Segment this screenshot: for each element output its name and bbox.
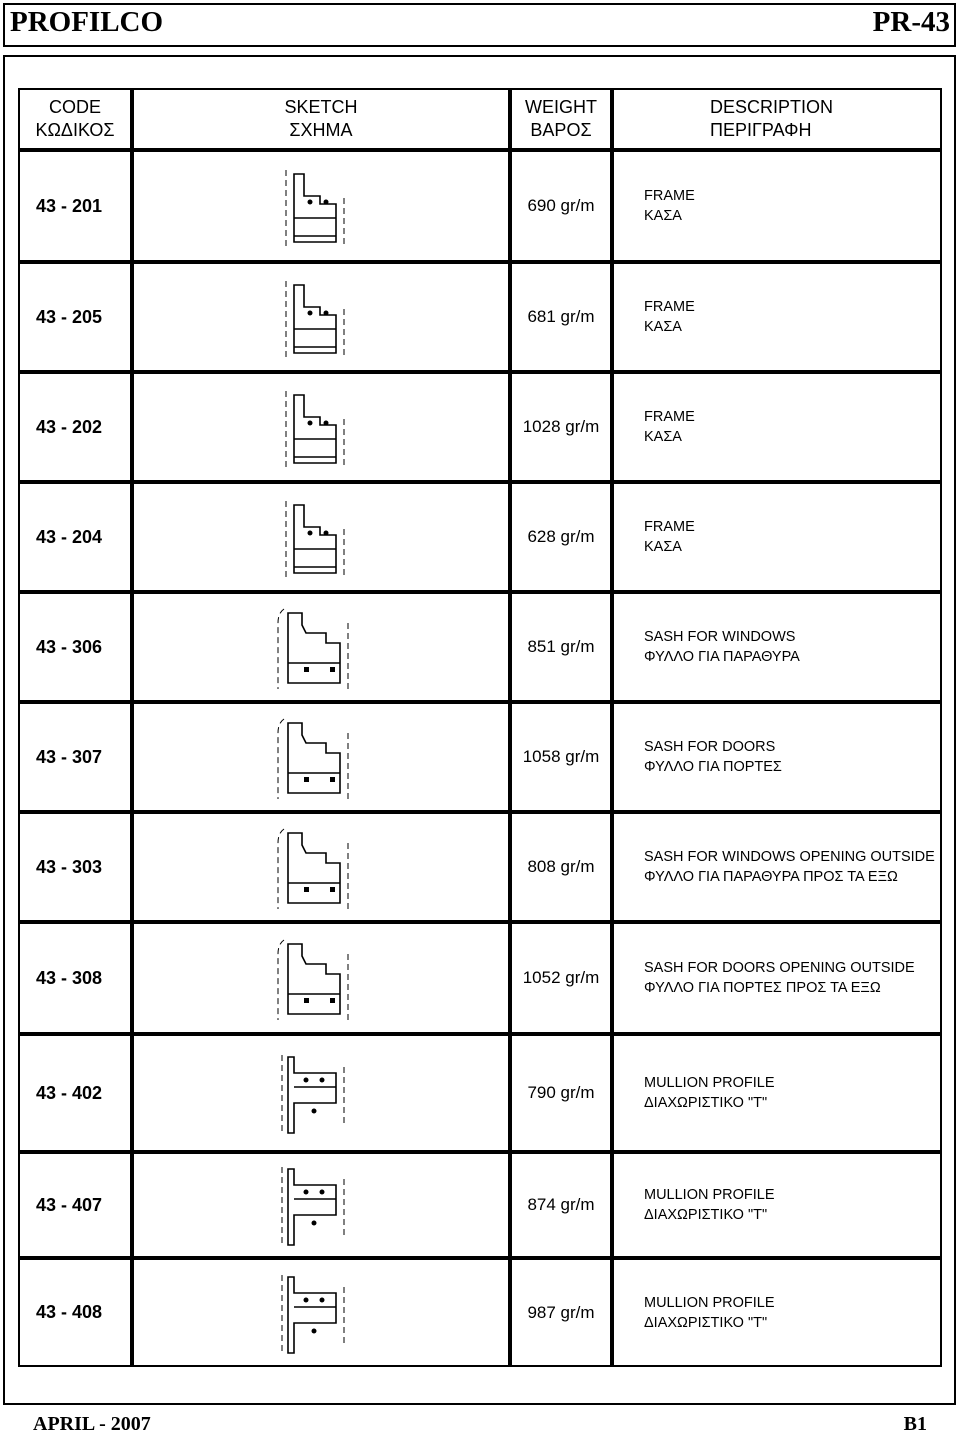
mullion-profile-icon <box>264 1049 394 1141</box>
sash-profile-icon <box>264 823 394 915</box>
description-en: SASH FOR DOORS <box>644 739 776 755</box>
description-cell <box>612 150 942 262</box>
frame-profile-icon <box>264 383 394 475</box>
weight-value: 628 gr/m <box>510 482 612 592</box>
product-code: 43 - 407 <box>18 1152 132 1258</box>
description-en: MULLION PROFILE <box>644 1075 775 1091</box>
product-code: 43 - 204 <box>18 482 132 592</box>
frame-profile-icon <box>264 162 394 254</box>
description-cell <box>612 702 942 812</box>
column-header-description <box>612 88 942 150</box>
weight-value: 987 gr/m <box>510 1258 612 1367</box>
column-header-en: CODE <box>48 97 101 117</box>
weight-value: 690 gr/m <box>510 150 612 262</box>
weight-value: 790 gr/m <box>510 1034 612 1152</box>
sash-profile-icon <box>264 603 394 695</box>
sketch-cell <box>132 922 510 1034</box>
description-cell <box>612 812 942 922</box>
product-code: 43 - 308 <box>18 922 132 1034</box>
column-header-code <box>18 88 132 150</box>
sketch-cell <box>132 372 510 482</box>
weight-value: 1028 gr/m <box>510 372 612 482</box>
product-code: 43 - 307 <box>18 702 132 812</box>
description-gr: ΦΥΛΛΟ ΓΙΑ ΠΟΡΤΕΣ ΠΡΟΣ ΤΑ ΕΞΩ <box>644 980 881 996</box>
footer-date: APRIL - 2007 <box>33 1413 151 1435</box>
sash-profile-icon <box>264 713 394 805</box>
column-header-gr: ΚΩΔΙΚΟΣ <box>35 120 115 140</box>
sash-profile-icon <box>264 934 394 1026</box>
description-gr: ΔΙΑΧΩΡΙΣΤΙΚΟ "Τ" <box>644 1207 768 1223</box>
product-code: 43 - 202 <box>18 372 132 482</box>
description-en: FRAME <box>644 188 695 204</box>
description-gr: ΚΑΣΑ <box>644 208 682 224</box>
column-header-gr: ΣΧΗΜΑ <box>289 120 353 140</box>
frame-profile-icon <box>264 273 394 365</box>
sketch-cell <box>132 812 510 922</box>
mullion-profile-icon <box>264 1161 394 1253</box>
description-en: SASH FOR WINDOWS <box>644 629 796 645</box>
weight-value: 851 gr/m <box>510 592 612 702</box>
description-gr: ΔΙΑΧΩΡΙΣΤΙΚΟ "Τ" <box>644 1314 768 1331</box>
product-code: 43 - 408 <box>18 1258 132 1367</box>
sketch-cell <box>132 1152 510 1258</box>
description-en: MULLION PROFILE <box>644 1294 775 1311</box>
description-cell <box>612 482 942 592</box>
product-code: 43 - 402 <box>18 1034 132 1152</box>
weight-value: 808 gr/m <box>510 812 612 922</box>
description-en: FRAME <box>644 409 695 425</box>
weight-value: 1052 gr/m <box>510 922 612 1034</box>
sketch-cell <box>132 592 510 702</box>
description-en: SASH FOR DOORS OPENING OUTSIDE <box>644 960 915 976</box>
description-gr: ΚΑΣΑ <box>644 539 682 555</box>
brand-name: PROFILCO <box>10 6 164 38</box>
description-gr: ΔΙΑΧΩΡΙΣΤΙΚΟ "Τ" <box>644 1095 768 1111</box>
description-en: SASH FOR WINDOWS OPENING OUTSIDE <box>644 849 935 865</box>
description-gr: ΦΥΛΛΟ ΓΙΑ ΠΟΡΤΕΣ <box>644 759 782 775</box>
sketch-cell <box>132 150 510 262</box>
description-cell <box>612 1258 942 1367</box>
description-gr: ΚΑΣΑ <box>644 319 682 335</box>
product-code: 43 - 303 <box>18 812 132 922</box>
column-header-en: WEIGHT <box>525 97 597 117</box>
description-cell <box>612 922 942 1034</box>
description-en: MULLION PROFILE <box>644 1187 775 1203</box>
description-en: FRAME <box>644 299 695 315</box>
frame-profile-icon <box>264 493 394 585</box>
sketch-cell <box>132 1258 510 1367</box>
document-number: PR-43 <box>872 6 950 38</box>
weight-value: 681 gr/m <box>510 262 612 372</box>
sketch-cell <box>132 1034 510 1152</box>
mullion-profile-icon <box>264 1269 394 1361</box>
weight-value: 1058 gr/m <box>510 702 612 812</box>
description-en: FRAME <box>644 519 695 535</box>
column-header-gr: ΒΑΡΟΣ <box>530 120 592 140</box>
column-header-en: DESCRIPTION <box>710 97 834 117</box>
description-cell <box>612 262 942 372</box>
sketch-cell <box>132 262 510 372</box>
column-header-gr: ΠΕΡΙΓΡΑΦΗ <box>710 120 812 140</box>
sketch-cell <box>132 702 510 812</box>
column-header-sketch <box>132 88 510 150</box>
product-code: 43 - 306 <box>18 592 132 702</box>
sketch-cell <box>132 482 510 592</box>
description-cell <box>612 372 942 482</box>
description-cell <box>612 1152 942 1258</box>
description-gr: ΦΥΛΛΟ ΓΙΑ ΠΑΡΑΘΥΡΑ <box>644 649 800 665</box>
description-cell <box>612 1034 942 1152</box>
description-cell <box>612 592 942 702</box>
footer-page-number: B1 <box>903 1413 927 1435</box>
column-header-en: SKETCH <box>284 97 358 117</box>
product-code: 43 - 205 <box>18 262 132 372</box>
weight-value: 874 gr/m <box>510 1152 612 1258</box>
product-code: 43 - 201 <box>18 150 132 262</box>
description-gr: ΚΑΣΑ <box>644 429 682 445</box>
description-gr: ΦΥΛΛΟ ΓΙΑ ΠΑΡΑΘΥΡΑ ΠΡΟΣ ΤΑ ΕΞΩ <box>644 869 898 885</box>
column-header-weight <box>510 88 612 150</box>
